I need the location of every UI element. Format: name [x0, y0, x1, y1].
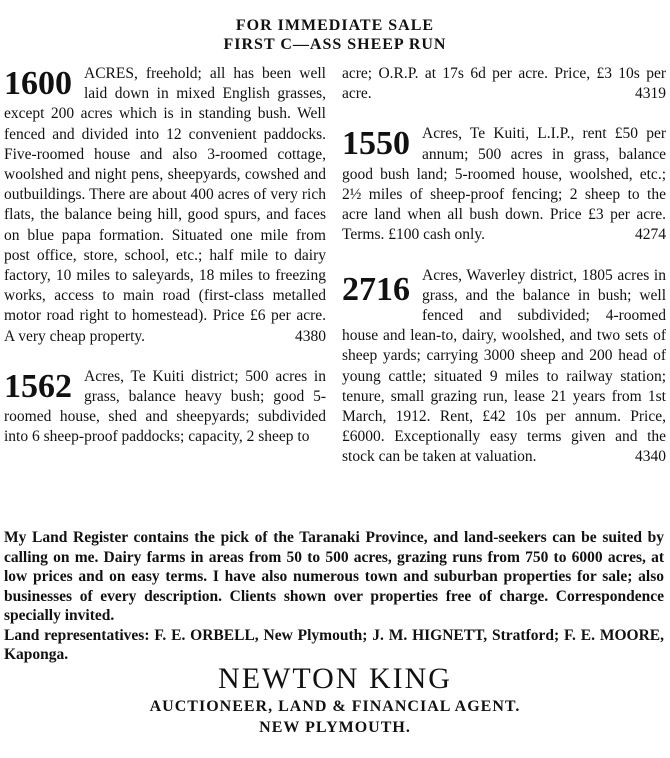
listing-text: Acres, Waverley district, 1805 acres in grass, and the balance in bush; well fenced and subdivided; 4-roomed house and lean-to, dairy, woolshed, and two sets of sheep yards; carrying 3000 sheep and 200 head of young cattle; situated 9 miles to railway station; tenure, small grazing run, lease 21 years from 1st March, 1912. Rent, £42 10s per annum. Price, £6000. Exceptionally easy terms given and the stock can be taken at valuation.	[342, 266, 666, 466]
listing-number: 2716	[342, 270, 410, 308]
listing-1562	[4, 367, 326, 448]
listing-ref: 4340	[635, 448, 666, 466]
signature-place: NEW PLYMOUTH.	[259, 719, 411, 736]
left-column	[4, 64, 326, 468]
listing-1600	[4, 64, 326, 347]
listing-number: 1562	[4, 367, 72, 405]
listing-text: Acres, Te Kuiti district; 500 acres in grass, balance heavy bush; good 5-roomed house, shed and sheepyards; subdivided into 6 sheep-proof paddocks; capacity, 2 sheep to	[4, 367, 326, 446]
listing-ref: 4319	[635, 85, 666, 103]
right-column	[342, 64, 666, 488]
footer-block	[4, 528, 664, 665]
signature-title: AUCTIONEER, LAND & FINANCIAL AGENT.	[149, 698, 521, 715]
heading-line-2: FIRST C—ASS SHEEP RUN	[223, 36, 447, 53]
land-representatives: Land representatives: F. E. ORBELL, New Plymouth; J. M. HIGNETT, Stratford; F. E. MOORE, Kaponga.	[4, 626, 664, 663]
footer-paragraph: My Land Register contains the pick of the Taranaki Province, and land-seekers can be suited by calling on me. Dairy farms in areas from 50 to 500 acres, grazing runs from 750 to 6000 acres, at low prices and on easy terms. I have also numerous town and suburban properties for sale; also businesses of every description. Clients shown over properties free of charge. Correspondence specially invited.	[4, 529, 664, 624]
listing-1562-continued	[342, 64, 666, 104]
listing-text: Acres, Te Kuiti, L.I.P., rent £50 per annum; 500 acres in grass, balance good bush land; 5-roomed house, woolshed, etc.; 2½ miles of sheep-proof fencing; 2 sheep to the acre land when all bush down. Price £3 per acre. Terms. £100 cash only.	[342, 125, 666, 244]
listing-number: 1600	[4, 65, 72, 102]
listing-number: 1550	[342, 125, 410, 163]
signature-name: NEWTON KING	[218, 662, 452, 695]
listing-ref: 4274	[635, 226, 666, 244]
listing-text: ACRES, freehold; all has been well laid down in mixed English grasses, except 200 acres which is in standing bush. Well fenced and divided into 12 convenient paddocks. Five-roomed house and also 3-roomed cottage, woolshed and night pens, sheepyards, cowshed and outbuildings. There are about 400 acres of very rich flats, the balance being hill, good spurs, and faces on blue papa formation. Situated one mile from post office, store, school, etc.; half mile to dairy factory, 10 miles to saleyards, 18 miles to freezing works, access to main road (first-class metalled motor road right to homestead). Price £6 per acre. A very cheap property.	[4, 65, 326, 345]
listing-2716	[342, 266, 666, 468]
listing-1550	[342, 124, 666, 245]
listing-ref: 4380	[295, 327, 326, 345]
heading-line-1: FOR IMMEDIATE SALE	[235, 17, 435, 34]
listing-text: acre; O.R.P. at 17s 6d per acre. Price, £3 10s per acre.	[342, 65, 666, 103]
